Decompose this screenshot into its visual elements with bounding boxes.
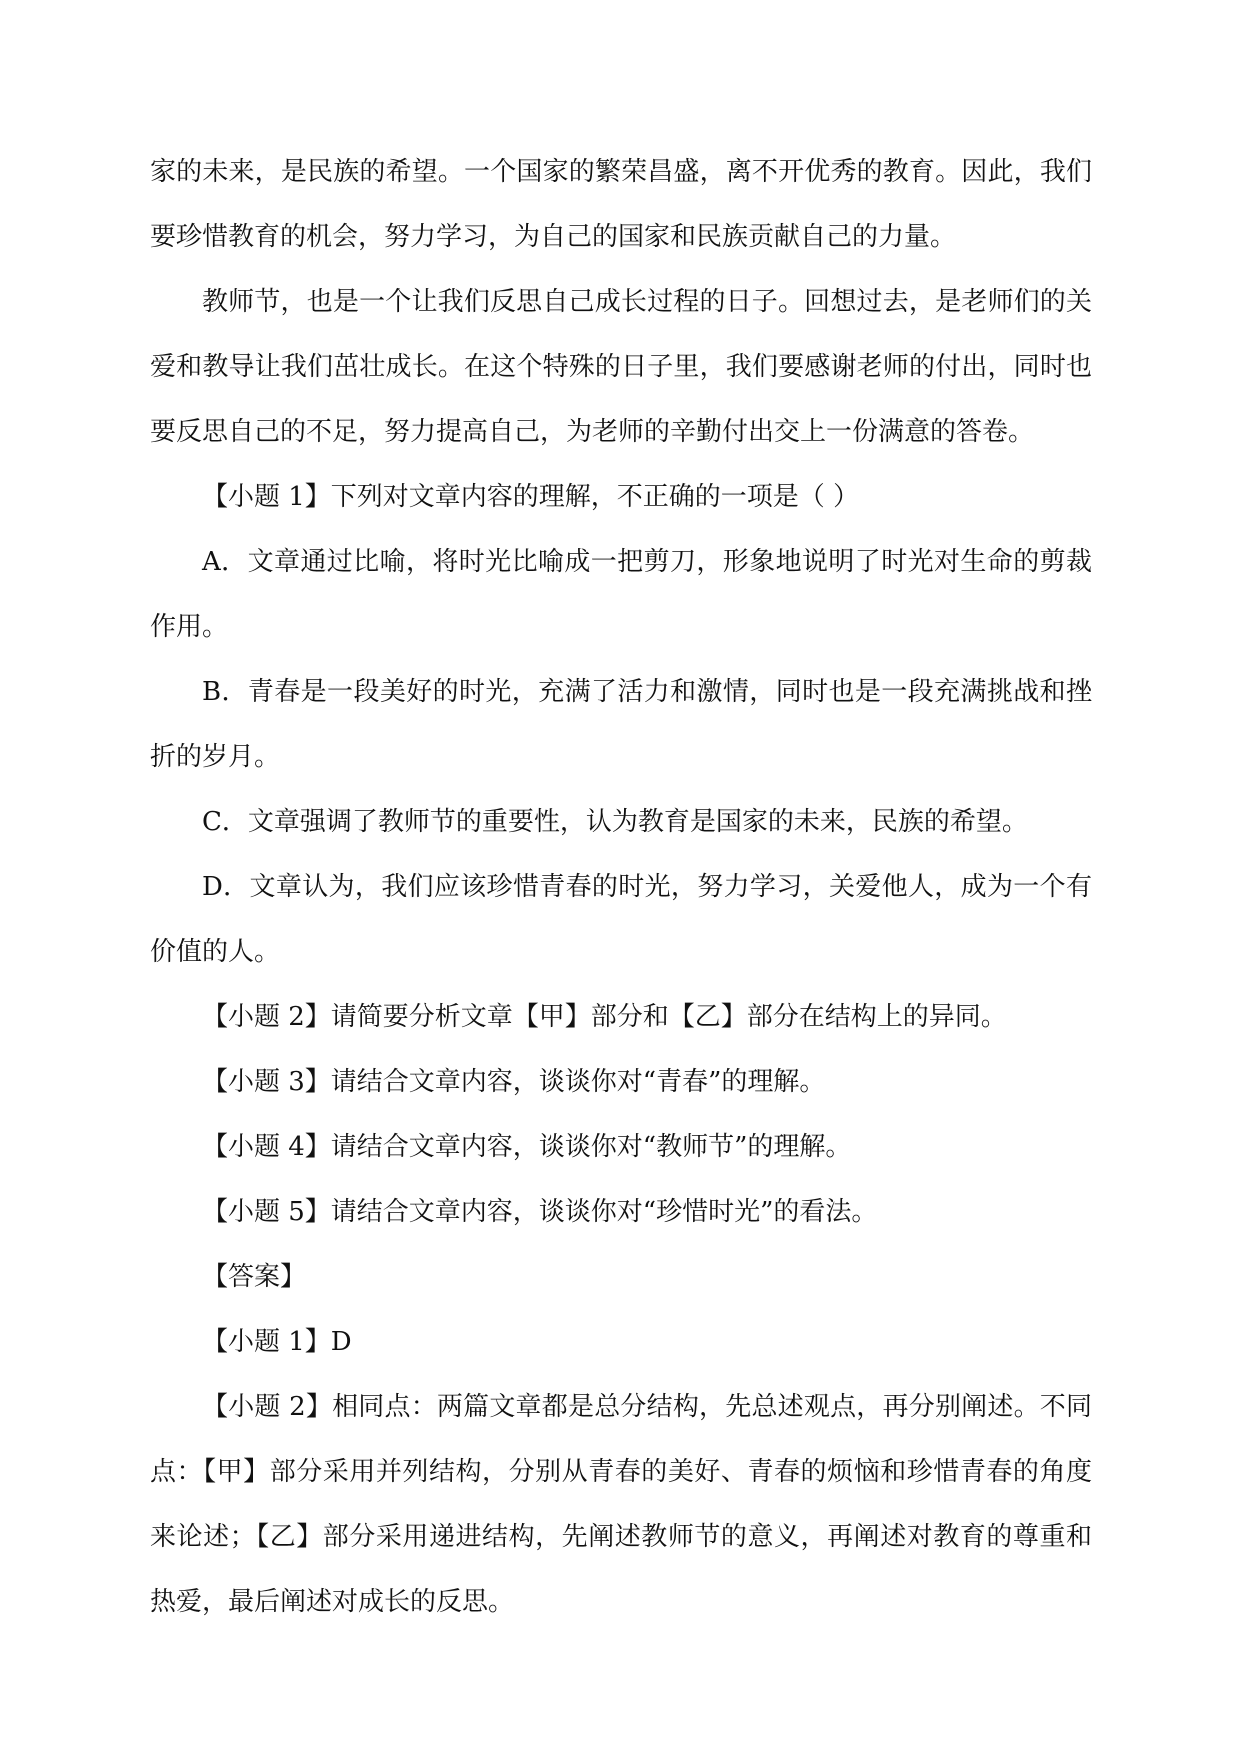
question-4-prompt: 【小题 4】请结合文章内容，谈谈你对“教师节”的理解。 (202, 1132, 852, 1162)
question-1-option-c: C．文章强调了教师节的重要性，认为教育是国家的未来，民族的希望。 (202, 807, 1028, 837)
question-1-option-a: A．文章通过比喻，将时光比喻成一把剪刀，形象地说明了时光对生命的剪裁作用。 (150, 547, 1092, 642)
question-1-option-b: B．青春是一段美好的时光，充满了活力和激情，同时也是一段充满挑战和挫折的岁月。 (150, 677, 1092, 772)
question-2-prompt: 【小题 2】请简要分析文章【甲】部分和【乙】部分在结构上的异同。 (202, 1002, 1007, 1032)
document-page (150, 140, 1092, 1635)
question-1-option-d: D．文章认为，我们应该珍惜青春的时光，努力学习，关爱他人，成为一个有价值的人。 (150, 872, 1092, 967)
question-3-prompt: 【小题 3】请结合文章内容，谈谈你对“青春”的理解。 (202, 1067, 826, 1097)
paragraph-teachers-day-reflection: 教师节，也是一个让我们反思自己成长过程的日子。回想过去，是老师们的关爱和教导让我们茁壮成长。在这个特殊的日子里，我们要感谢老师的付出，同时也要反思自己的不足，努力提高自己，为老师的辛勤付出交上一份满意的答卷。 (150, 287, 1092, 447)
answer-question-1: 【小题 1】D (202, 1327, 352, 1357)
answer-question-2: 【小题 2】相同点：两篇文章都是总分结构，先总述观点，再分别阐述。不同点：【甲】部分采用并列结构，分别从青春的美好、青春的烦恼和珍惜青春的角度来论述；【乙】部分采用递进结构，先阐述教师节的意义，再阐述对教育的尊重和热爱，最后阐述对成长的反思。 (150, 1392, 1092, 1617)
paragraph-education-future: 家的未来，是民族的希望。一个国家的繁荣昌盛，离不开优秀的教育。因此，我们要珍惜教育的机会，努力学习，为自己的国家和民族贡献自己的力量。 (150, 157, 1092, 252)
answer-heading: 【答案】 (202, 1262, 307, 1292)
question-1-prompt: 【小题 1】下列对文章内容的理解，不正确的一项是（ ） (202, 482, 860, 512)
question-5-prompt: 【小题 5】请结合文章内容，谈谈你对“珍惜时光”的看法。 (202, 1197, 878, 1227)
